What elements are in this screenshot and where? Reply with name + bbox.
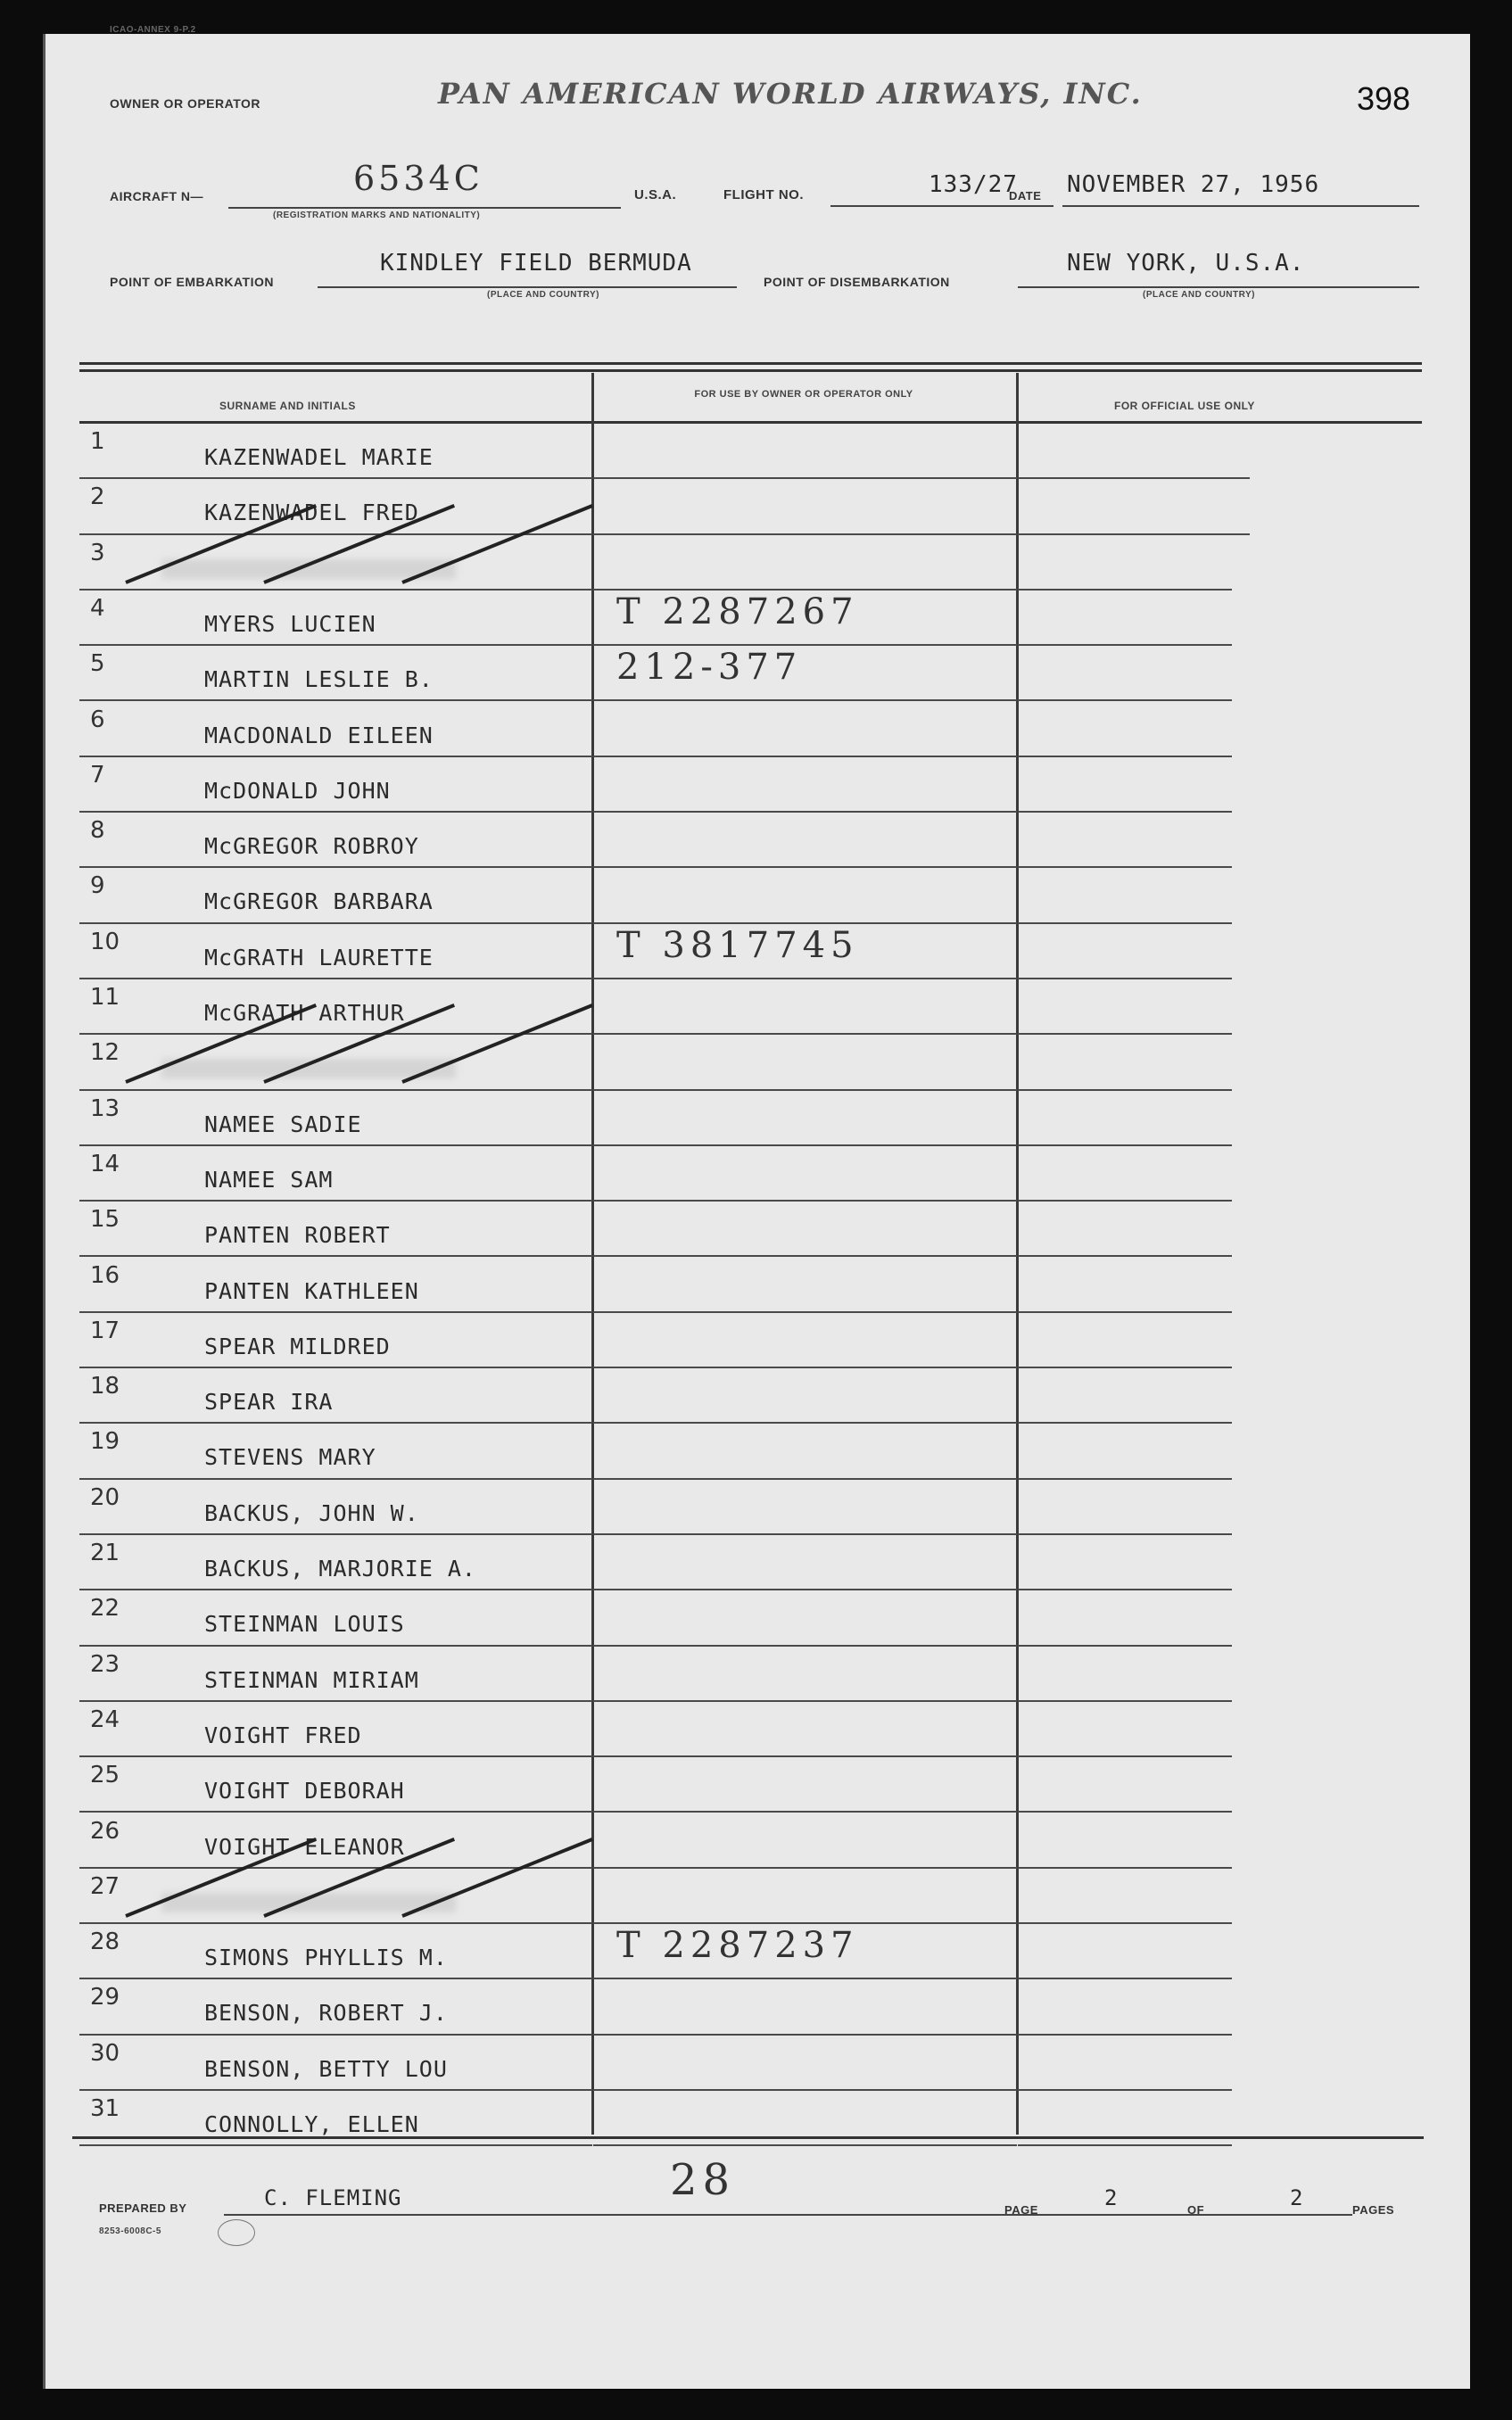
passenger-name: NAMEE SAM <box>204 1166 334 1193</box>
table-top-rule-2 <box>79 369 1422 372</box>
passenger-name: BACKUS, MARJORIE A. <box>204 1556 476 1582</box>
flight-underline <box>830 205 1053 207</box>
flight-date: NOVEMBER 27, 1956 <box>1067 171 1320 198</box>
embark-place: KINDLEY FIELD BERMUDA <box>380 250 692 277</box>
passenger-name: VOIGHT DEBORAH <box>204 1778 405 1805</box>
row-number: 30 <box>90 2039 120 2067</box>
table-row <box>45 867 1473 922</box>
row-number: 31 <box>90 2095 120 2122</box>
row-number: 28 <box>90 1929 120 1956</box>
table-row <box>45 1312 1473 1367</box>
prepared-underline <box>224 2214 1053 2216</box>
handwritten-total: 28 <box>670 2155 736 2205</box>
disembark-caption: (PLACE AND COUNTRY) <box>1143 290 1255 300</box>
table-row <box>45 2035 1473 2090</box>
row-number: 20 <box>90 1483 120 1511</box>
row-number: 13 <box>90 1094 120 1122</box>
table-row <box>45 1090 1473 1145</box>
passenger-name: MACDONALD EILEEN <box>204 722 434 748</box>
row-number: 1 <box>90 428 105 455</box>
table-top-rule <box>79 362 1422 365</box>
table-row <box>45 1257 1473 1312</box>
pages-label: PAGES <box>1352 2203 1395 2217</box>
passenger-name: PANTEN KATHLEEN <box>204 1277 419 1304</box>
header-official-use: FOR OFFICIAL USE ONLY <box>1114 400 1255 412</box>
table-row <box>45 1701 1473 1756</box>
embark-caption: (PLACE AND COUNTRY) <box>487 290 599 300</box>
passenger-name: PANTEN ROBERT <box>204 1222 391 1249</box>
disembark-place: NEW YORK, U.S.A. <box>1067 250 1305 277</box>
row-number: 14 <box>90 1150 120 1177</box>
row-number: 24 <box>90 1706 120 1733</box>
row-number: 19 <box>90 1428 120 1456</box>
row-number: 18 <box>90 1373 120 1400</box>
passenger-name: BENSON, ROBERT J. <box>204 2000 448 2027</box>
operator-note: 212-377 <box>616 647 803 689</box>
table-row <box>45 1479 1473 1534</box>
passenger-name: SPEAR MILDRED <box>204 1333 391 1359</box>
aircraft-label: AIRCRAFT N— <box>110 189 204 203</box>
table-row <box>45 1978 1473 2034</box>
table-row <box>45 701 1473 756</box>
row-number: 6 <box>90 706 105 733</box>
row-number: 5 <box>90 650 105 678</box>
prepared-label: PREPARED BY <box>99 2201 187 2215</box>
row-number: 4 <box>90 594 105 622</box>
page-number: 2 <box>1104 2185 1119 2210</box>
union-label-stamp <box>218 2219 255 2246</box>
table-bottom-rule <box>72 2136 1424 2139</box>
passenger-name: NAMEE SADIE <box>204 1111 362 1137</box>
table-row <box>45 423 1473 478</box>
table-row <box>45 1145 1473 1201</box>
manifest-sheet <box>43 25 1470 2389</box>
operator-note: T 2287237 <box>616 1925 859 1967</box>
row-number: 7 <box>90 761 105 789</box>
passenger-name: STEINMAN MIRIAM <box>204 1666 419 1693</box>
row-number: 8 <box>90 817 105 845</box>
flight-label: FLIGHT NO. <box>723 187 804 202</box>
row-number: 16 <box>90 1261 120 1289</box>
disembark-label: POINT OF DISEMBARKATION <box>764 275 950 289</box>
aircraft-underline <box>228 207 621 209</box>
passenger-name: McGRATH ARTHUR <box>204 1000 405 1026</box>
row-number: 3 <box>90 539 105 566</box>
operator-name: PAN AMERICAN WORLD AIRWAYS, INC. <box>438 77 1143 111</box>
table-row <box>45 1923 1473 1978</box>
passenger-name: VOIGHT ELEANOR <box>204 1833 405 1860</box>
row-number: 29 <box>90 1984 120 2011</box>
row-number: 17 <box>90 1317 120 1344</box>
page-stamp: 398 <box>1357 80 1411 117</box>
table-row <box>45 1646 1473 1701</box>
passenger-name: MARTIN LESLIE B. <box>204 666 434 693</box>
row-number: 23 <box>90 1650 120 1678</box>
operator-note: T 2287267 <box>616 591 859 632</box>
passenger-name: SIMONS PHYLLIS M. <box>204 1945 448 1971</box>
passenger-name: KAZENWADEL FRED <box>204 500 419 526</box>
operator-note: T 3817745 <box>616 924 859 966</box>
passenger-name: SPEAR IRA <box>204 1389 334 1416</box>
passenger-name: CONNOLLY, ELLEN <box>204 2111 419 2137</box>
prepared-by: C. FLEMING <box>264 2185 402 2210</box>
disembark-underline <box>1018 286 1419 288</box>
table-row <box>45 1534 1473 1590</box>
row-rule-operator <box>593 2144 1017 2146</box>
passenger-name: STEINMAN LOUIS <box>204 1611 405 1638</box>
passenger-name: BACKUS, JOHN W. <box>204 1499 419 1526</box>
passenger-name: McDONALD JOHN <box>204 777 391 804</box>
header-surname: SURNAME AND INITIALS <box>219 400 356 412</box>
passenger-name: VOIGHT FRED <box>204 1722 362 1748</box>
table-row <box>45 1756 1473 1812</box>
row-number: 9 <box>90 872 105 900</box>
embark-label: POINT OF EMBARKATION <box>110 275 274 289</box>
row-number: 27 <box>90 1872 120 1900</box>
form-code-top: ICAO-ANNEX 9-P.2 <box>110 25 196 35</box>
date-label: DATE <box>1009 189 1042 202</box>
table-row <box>45 1868 1473 1923</box>
of-label: OF <box>1187 2203 1205 2217</box>
table-row <box>45 1590 1473 1645</box>
page-underline <box>1045 2214 1352 2216</box>
row-number: 21 <box>90 1540 120 1566</box>
passenger-name: BENSON, BETTY LOU <box>204 2055 448 2082</box>
owner-label: OWNER OR OPERATOR <box>110 96 260 111</box>
passenger-name: McGRATH LAURETTE <box>204 944 434 970</box>
form-code: 8253-6008C-5 <box>99 2226 161 2236</box>
table-row <box>45 645 1473 700</box>
row-rule-official <box>1018 2144 1232 2146</box>
table-row <box>45 1201 1473 1256</box>
flight-number: 133/27 <box>929 171 1018 198</box>
table-row <box>45 1423 1473 1478</box>
table-row <box>45 1034 1473 1089</box>
row-number: 10 <box>90 928 120 955</box>
passenger-name: McGREGOR BARBARA <box>204 888 434 915</box>
row-number: 22 <box>90 1595 120 1623</box>
total-pages: 2 <box>1290 2185 1304 2210</box>
table-row <box>45 590 1473 645</box>
table-row <box>45 1367 1473 1423</box>
passenger-name: STEVENS MARY <box>204 1444 376 1471</box>
embark-underline <box>318 286 737 288</box>
usa-label: U.S.A. <box>634 187 677 202</box>
table-row <box>45 756 1473 812</box>
row-number: 2 <box>90 483 105 511</box>
passenger-name: MYERS LUCIEN <box>204 610 376 637</box>
table-row <box>45 923 1473 979</box>
row-number: 11 <box>90 984 120 1011</box>
aircraft-number: 6534C <box>353 159 483 198</box>
table-row <box>45 534 1473 590</box>
header-owner-use: FOR USE BY OWNER OR OPERATOR ONLY <box>694 389 913 400</box>
registration-caption: (REGISTRATION MARKS AND NATIONALITY) <box>273 211 481 220</box>
row-number: 12 <box>90 1039 120 1067</box>
row-number: 15 <box>90 1206 120 1234</box>
page-label: PAGE <box>1004 2203 1038 2217</box>
table-row <box>45 812 1473 867</box>
row-number: 26 <box>90 1817 120 1845</box>
date-underline <box>1062 205 1419 207</box>
passenger-name: KAZENWADEL MARIE <box>204 444 434 470</box>
row-number: 25 <box>90 1762 120 1789</box>
passenger-name: McGREGOR ROBROY <box>204 833 419 860</box>
row-rule <box>79 2144 592 2146</box>
